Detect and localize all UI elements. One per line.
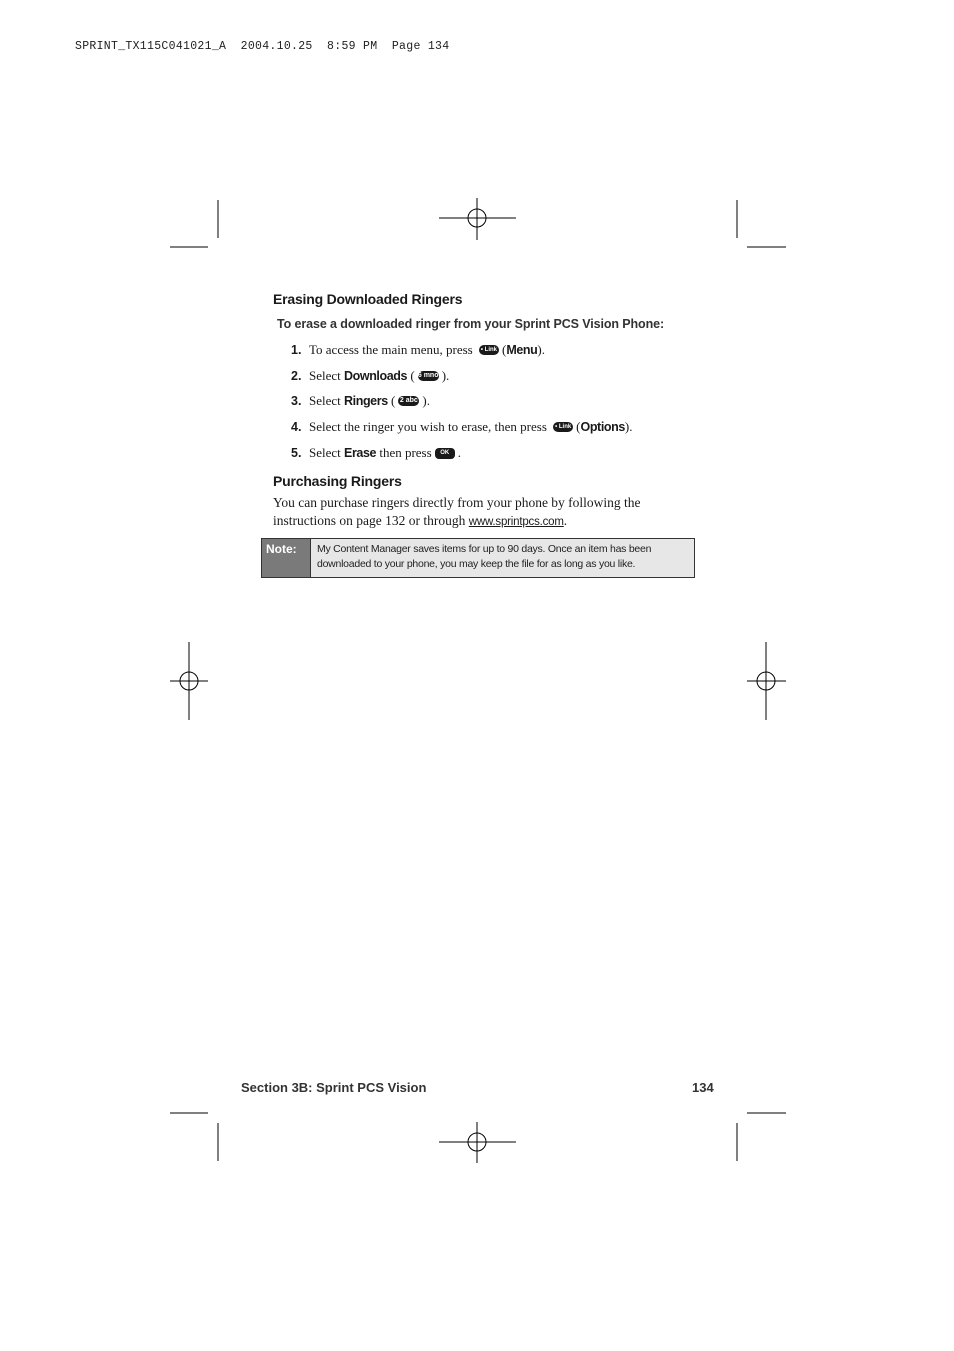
section-heading-erasing: Erasing Downloaded Ringers (273, 291, 463, 307)
step-number: 1. (291, 343, 302, 357)
step-paren-close: ). (422, 393, 430, 408)
print-slug: SPRINT_TX115C041021_A 2004.10.25 8:59 PM Page 134 (75, 40, 450, 53)
footer-page-number: 134 (692, 1080, 714, 1095)
purchase-period: . (563, 513, 568, 528)
step-paren-close: ). (624, 419, 633, 434)
note-label: Note: (262, 539, 311, 577)
instructions-intro: To erase a downloaded ringer from your Sprint PCS Vision Phone: (277, 317, 665, 331)
note-box (261, 538, 695, 578)
section-heading-purchasing: Purchasing Ringers (273, 473, 402, 489)
purchase-text: You can purchase ringers directly from your phone by following the instructions on page 132 or through (273, 495, 641, 528)
step-paren-close: ). (537, 342, 545, 357)
softkey-link-icon: • Link (480, 347, 498, 353)
step-text: Select (309, 393, 341, 408)
menu-keyword: Menu (506, 343, 538, 357)
step-text: Select the ringer you wish to erase, then press (309, 419, 547, 434)
step-text: then press (379, 445, 432, 460)
note-text: My Content Manager saves items for up to 90 days. Once an item has been downloaded to your phone, you may keep the file for as long as you like. (311, 539, 694, 577)
step-item (291, 367, 449, 385)
options-keyword: Options (580, 420, 625, 434)
step-number: 5. (291, 446, 302, 460)
step-paren-open: ( (576, 419, 581, 434)
step-item (291, 418, 633, 436)
step-item (291, 392, 430, 410)
ringers-keyword: Ringers (344, 394, 388, 408)
step-number: 4. (291, 420, 302, 434)
step-period: . (457, 445, 461, 460)
erase-keyword: Erase (344, 446, 377, 460)
ok-key-icon: OK (435, 448, 455, 459)
step-number: 2. (291, 369, 302, 383)
downloads-keyword: Downloads (344, 369, 408, 383)
step-paren-open: ( (391, 393, 396, 408)
step-text: Select (309, 368, 341, 383)
step-number: 3. (291, 394, 302, 408)
step-item (291, 444, 461, 462)
keypad-6-icon: 6 mno (417, 372, 439, 379)
step-item (291, 341, 545, 359)
sprintpcs-link[interactable]: www.sprintpcs.com (468, 516, 564, 528)
step-text: To access the main menu, press (309, 342, 473, 357)
purchase-paragraph (273, 494, 703, 531)
softkey-link-icon: • Link (555, 424, 572, 430)
step-paren-open: ( (410, 368, 415, 383)
keypad-2-icon: 2 abc (399, 397, 418, 404)
step-paren-open: ( (501, 342, 507, 357)
step-text: Select (309, 445, 341, 460)
step-paren-close: ). (441, 368, 450, 383)
footer-section: Section 3B: Sprint PCS Vision (241, 1080, 427, 1095)
